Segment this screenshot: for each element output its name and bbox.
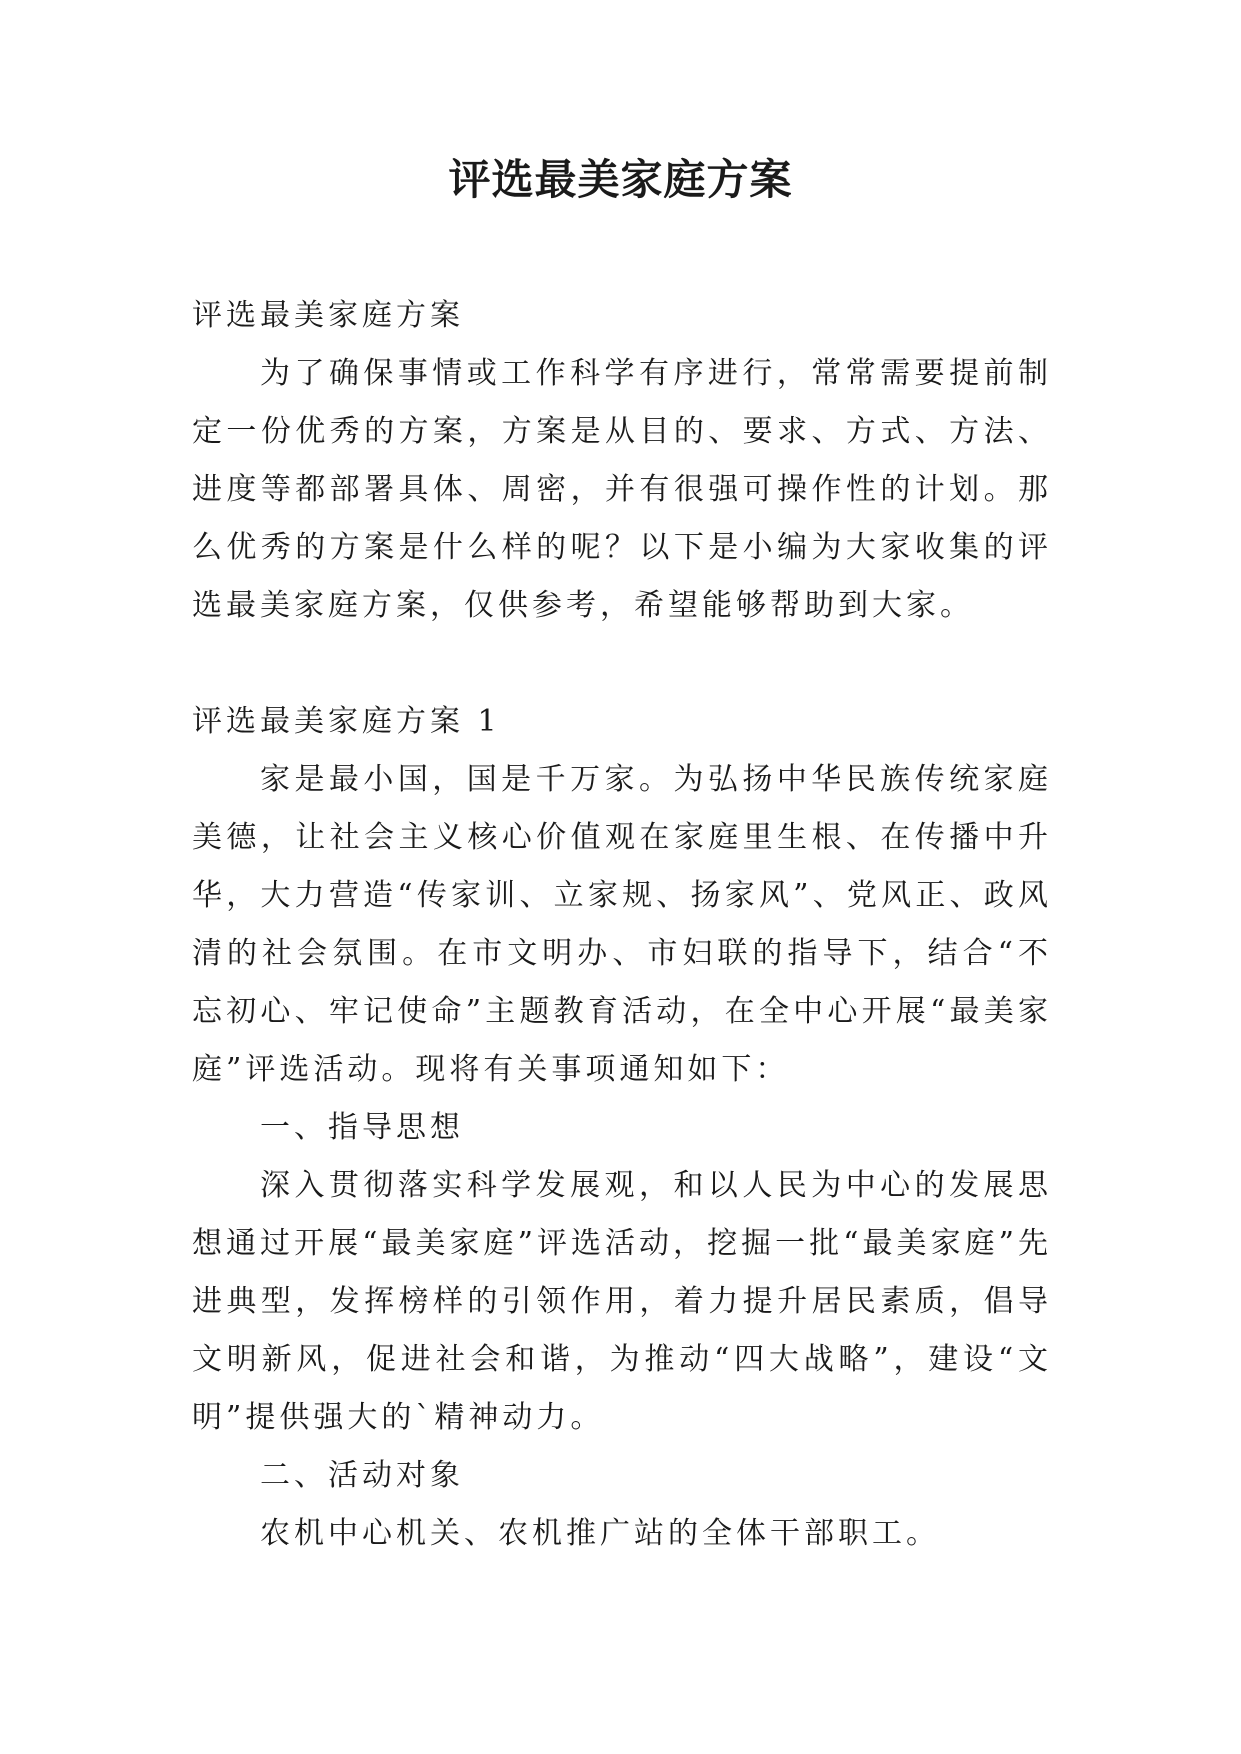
plan-1-paragraph: 家是最小国，国是千万家。为弘扬中华民族传统家庭美德，让社会主义核心价值观在家庭里生根、在传播中升华，大力营造“传家训、立家规、扬家风”、党风正、政风清的社会氛围。在市文明办、市妇联的指导下，结合“不忘初心、牢记使命”主题教育活动，在全中心开展“最美家庭”评选活动。现将有关事项通知如下： xyxy=(192,762,1052,1087)
heading-guiding-ideology: 一、指导思想 xyxy=(260,1110,464,1145)
guiding-ideology-paragraph: 深入贯彻落实科学发展观，和以人民为中心的发展思想通过开展“最美家庭”评选活动，挖掘一批“最美家庭”先进典型，发挥榜样的引领作用，着力提升居民素质，倡导文明新风，促进社会和谐，为推动“四大战略”，建设“文明”提供强大的`精神动力。 xyxy=(192,1168,1052,1435)
activity-target-paragraph: 农机中心机关、农机推广站的全体干部职工。 xyxy=(260,1516,940,1551)
section-heading-plan-1: 评选最美家庭方案 1 xyxy=(192,704,501,739)
intro-paragraph: 为了确保事情或工作科学有序进行，常常需要提前制定一份优秀的方案，方案是从目的、要求、方式、方法、进度等都部署具体、周密，并有很强可操作性的计划。那么优秀的方案是什么样的呢？以下是小编为大家收集的评选最美家庭方案，仅供参考，希望能够帮助到大家。 xyxy=(192,356,1052,623)
document-title: 评选最美家庭方案 xyxy=(448,155,793,204)
document-body xyxy=(192,287,1052,1563)
paragraph-spacer xyxy=(192,635,1052,693)
heading-activity-target: 二、活动对象 xyxy=(260,1458,464,1493)
subtitle-heading: 评选最美家庭方案 xyxy=(192,298,464,333)
